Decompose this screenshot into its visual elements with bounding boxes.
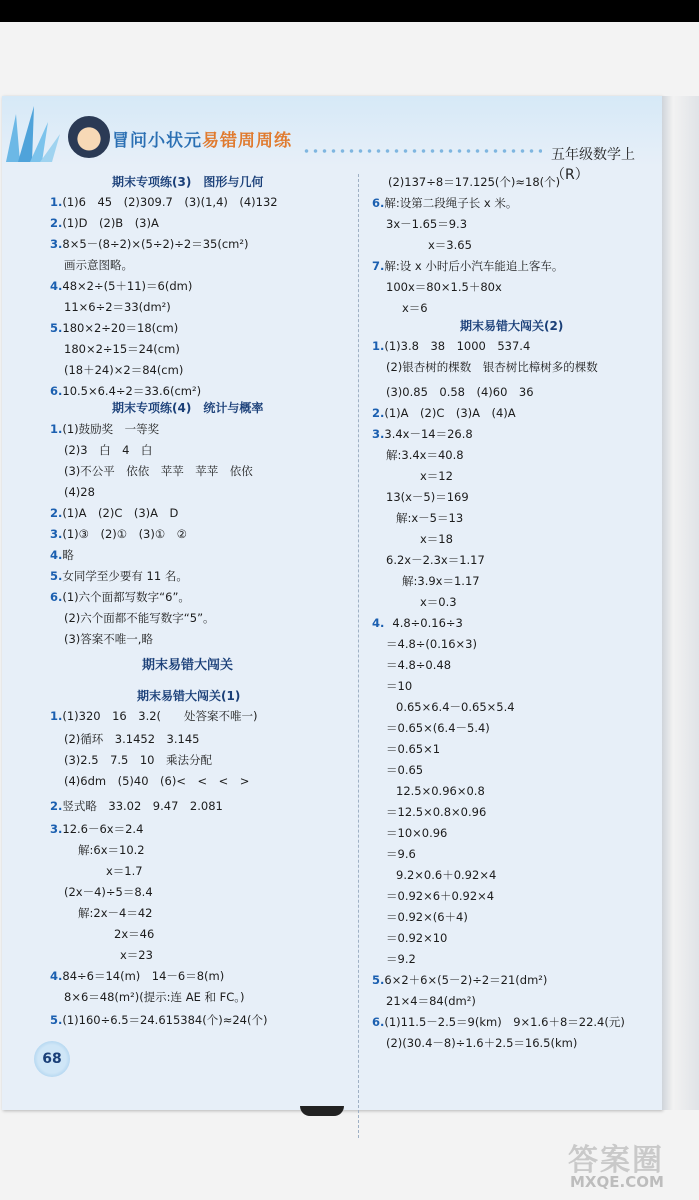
answer-line: 5.女同学至少要有 11 名。 <box>50 569 188 583</box>
item-number: 1. <box>50 195 63 209</box>
answer-line: (3)0.85 0.58 (4)60 36 <box>386 385 534 399</box>
answer-line: 解:3.9x＝1.17 <box>402 574 480 588</box>
answer-line: x＝18 <box>420 532 453 546</box>
answer-line: 1.(1)320 16 3.2( 处答案不唯一) <box>50 709 258 723</box>
answer-line: 100x＝80×1.5＋80x <box>386 280 502 294</box>
item-number: 5. <box>372 973 385 987</box>
answer-line: ＝0.65 <box>386 763 424 777</box>
answer-line: 解:x－5＝13 <box>396 511 464 525</box>
worksheet-page <box>2 96 662 1110</box>
item-number: 6. <box>50 384 63 398</box>
answer-line: 5.180×2÷20＝18(cm) <box>50 321 179 335</box>
answer-line: 4.84÷6＝14(m) 14－6＝8(m) <box>50 969 225 983</box>
answer-line: x＝3.65 <box>428 238 472 252</box>
answer-line: 6.2x－2.3x＝1.17 <box>386 553 485 567</box>
answer-line: (2)银杏树的棵数 银杏树比樟树多的棵数 <box>386 360 598 374</box>
answer-line: ＝9.2 <box>386 952 416 966</box>
answer-line: (4)28 <box>64 485 95 499</box>
answer-line: 9.2×0.6＋0.92×4 <box>396 868 497 882</box>
answer-line: x＝12 <box>420 469 453 483</box>
chapter-title: 期末易错大闯关 <box>142 658 234 673</box>
answer-line: (2)(30.4－8)÷1.6＋2.5＝16.5(km) <box>386 1036 578 1050</box>
answer-line: 3.12.6－6x＝2.4 <box>50 822 144 836</box>
answer-line: (3)不公平 依依 苹苹 苹苹 依依 <box>64 464 253 478</box>
answer-line: 4. 4.8÷0.16÷3 <box>372 616 463 630</box>
item-number: 1. <box>372 339 385 353</box>
answer-line: 2.(1)A (2)C (3)A (4)A <box>372 406 516 420</box>
watermark-line-2: MXQE.COM <box>570 1173 664 1191</box>
bottom-handle[interactable] <box>300 1106 344 1116</box>
answer-line: (4)6dm (5)40 (6)< < < > <box>64 774 250 788</box>
item-number: 4. <box>50 279 63 293</box>
answer-line: 画示意图略。 <box>64 258 133 272</box>
answer-line: 3.(1)③ (2)① (3)① ② <box>50 527 187 541</box>
section-title: 期末专项练(4) 统计与概率 <box>112 401 264 415</box>
answer-line: 1.(1)6 45 (2)309.7 (3)(1,4) (4)132 <box>50 195 278 209</box>
answer-line: 180×2÷15＝24(cm) <box>64 342 180 356</box>
item-number: 4. <box>372 616 385 630</box>
answer-line: (2)六个面都不能写数字“5”。 <box>64 611 215 625</box>
section-title: 期末易错大闯关(1) <box>137 689 241 703</box>
answer-line: 8×6＝48(m²)(提示:连 AE 和 FC。) <box>64 990 245 1004</box>
page-number: 68 <box>34 1041 70 1077</box>
answer-line: 6.10.5×6.4÷2＝33.6(cm²) <box>50 384 202 398</box>
answer-line: 5.(1)160÷6.5＝24.615384(个)≈24(个) <box>50 1013 268 1027</box>
grade-label: 五年级数学上（R） <box>551 147 635 183</box>
answer-line: 21×4＝84(dm²) <box>386 994 476 1008</box>
left-column <box>2 96 358 1110</box>
answer-line: (18＋24)×2＝84(cm) <box>64 363 184 377</box>
item-number: 1. <box>50 422 63 436</box>
answer-line: (2)3 白 4 白 <box>64 443 153 457</box>
answer-line: ＝0.92×(6＋4) <box>386 910 468 924</box>
answer-line: 13(x－5)＝169 <box>386 490 469 504</box>
answer-line: x＝0.3 <box>420 595 457 609</box>
item-number: 6. <box>50 590 63 604</box>
answer-line: 3.8×5－(8÷2)×(5÷2)÷2＝35(cm²) <box>50 237 249 251</box>
item-number: 5. <box>50 321 63 335</box>
item-number: 3. <box>50 527 63 541</box>
answer-line: ＝0.65×1 <box>386 742 441 756</box>
answer-line: 1.(1)鼓励奖 一等奖 <box>50 422 160 436</box>
answer-line: 0.65×6.4－0.65×5.4 <box>396 700 515 714</box>
answer-line: 解:2x－4＝42 <box>78 906 153 920</box>
item-number: 5. <box>50 569 63 583</box>
answer-line: 4.48×2÷(5＋11)＝6(dm) <box>50 279 193 293</box>
item-number: 1. <box>50 709 63 723</box>
item-number: 2. <box>50 799 63 813</box>
answer-line: 3.3.4x－14＝26.8 <box>372 427 473 441</box>
answer-line: (2)137÷8＝17.125(个)≈18(个) <box>388 175 561 189</box>
answer-line: 2.(1)A (2)C (3)A D <box>50 506 179 520</box>
answer-line: x＝6 <box>402 301 428 315</box>
watermark-line-1: 答案圈 <box>568 1143 664 1178</box>
logo-part-1: 冒 <box>112 131 130 151</box>
answer-line: (2)循环 3.1452 3.145 <box>64 732 200 746</box>
answer-line: ＝10×0.96 <box>386 826 448 840</box>
item-number: 6. <box>372 196 385 210</box>
answer-line: 解:3.4x＝40.8 <box>386 448 464 462</box>
answer-line: ＝10 <box>386 679 413 693</box>
item-number: 2. <box>372 406 385 420</box>
answer-line: 2.(1)D (2)B (3)A <box>50 216 159 230</box>
item-number: 6. <box>372 1015 385 1029</box>
answer-line: 6.解:设第二段绳子长 x 米。 <box>372 196 518 210</box>
item-number: 3. <box>50 237 63 251</box>
logo-part-3: 易错周周练 <box>202 131 292 151</box>
item-number: 7. <box>372 259 385 273</box>
answer-line: 6.(1)六个面都写数字“6”。 <box>50 590 190 604</box>
answer-line: 2.竖式略 33.02 9.47 2.081 <box>50 799 223 813</box>
answer-line: 解:6x＝10.2 <box>78 843 145 857</box>
answer-line: 5.6×2＋6×(5－2)÷2＝21(dm²) <box>372 973 548 987</box>
answer-line: (3)2.5 7.5 10 乘法分配 <box>64 753 212 767</box>
answer-line: ＝0.92×10 <box>386 931 448 945</box>
status-bar <box>0 0 699 22</box>
watermark-logo <box>560 1135 680 1195</box>
answer-line: x＝23 <box>120 948 153 962</box>
answer-line: ＝4.8÷0.48 <box>386 658 452 672</box>
answer-line: 7.解:设 x 小时后小汽车能追上客车。 <box>372 259 564 273</box>
answer-line: (3)答案不唯一,略 <box>64 632 153 646</box>
right-column <box>358 96 658 1110</box>
answer-line: ＝12.5×0.8×0.96 <box>386 805 487 819</box>
answer-line: 3x－1.65＝9.3 <box>386 217 468 231</box>
answer-line: (2x－4)÷5＝8.4 <box>64 885 153 899</box>
item-number: 5. <box>50 1013 63 1027</box>
answer-line: 4.略 <box>50 548 74 562</box>
answer-line: 6.(1)11.5－2.5＝9(km) 9×1.6＋8＝22.4(元) <box>372 1015 625 1029</box>
answer-line: ＝0.65×(6.4－5.4) <box>386 721 490 735</box>
item-number: 4. <box>50 548 63 562</box>
section-title: 期末易错大闯关(2) <box>460 319 564 333</box>
item-number: 2. <box>50 216 63 230</box>
item-number: 3. <box>372 427 385 441</box>
answer-line: ＝4.8÷(0.16×3) <box>386 637 477 651</box>
section-title: 期末专项练(3) 图形与几何 <box>112 175 264 189</box>
answer-line: ＝9.6 <box>386 847 416 861</box>
answer-line: 12.5×0.96×0.8 <box>396 784 485 798</box>
answer-line: 1.(1)3.8 38 1000 537.4 <box>372 339 531 353</box>
logo-part-2: 问小状元 <box>130 131 202 151</box>
item-number: 3. <box>50 822 63 836</box>
item-number: 4. <box>50 969 63 983</box>
item-number: 2. <box>50 506 63 520</box>
answer-line: x＝1.7 <box>106 864 143 878</box>
page-edge <box>662 96 699 1110</box>
answer-line: ＝0.92×6＋0.92×4 <box>386 889 495 903</box>
answer-line: 11×6÷2＝33(dm²) <box>64 300 171 314</box>
answer-line: 2x＝46 <box>114 927 155 941</box>
